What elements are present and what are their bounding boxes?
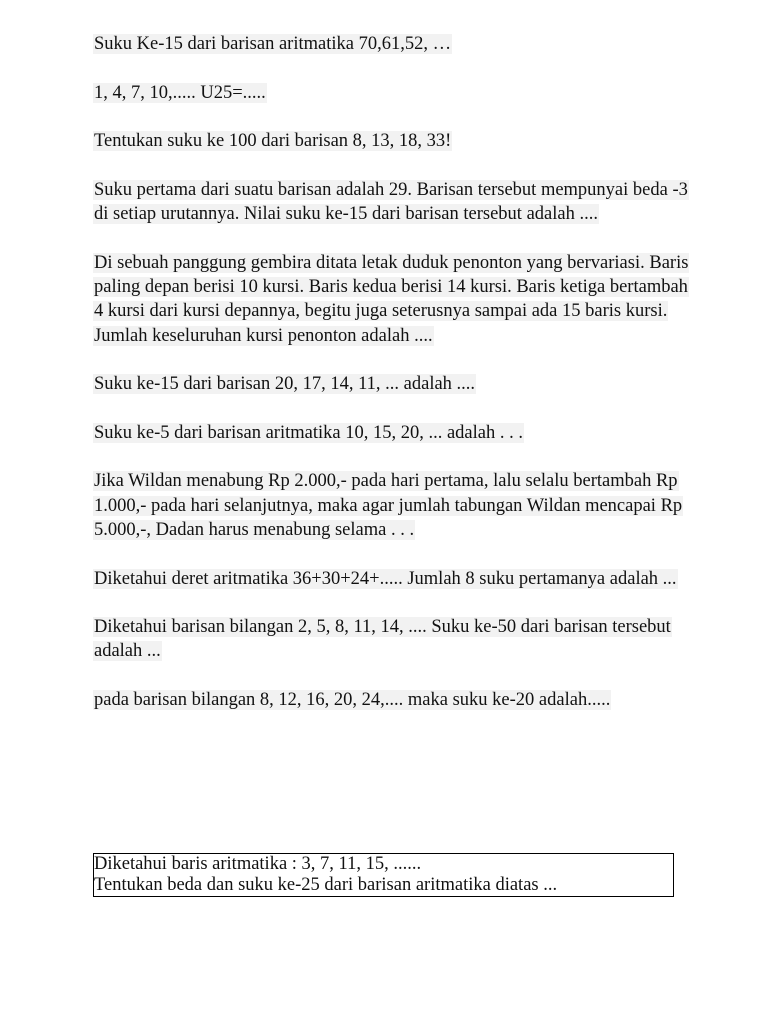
question-10-text: Diketahui barisan bilangan 2, 5, 8, 11, 14, .... Suku ke-50 dari barisan tersebut adalah ...	[94, 617, 671, 662]
question-1-text: Suku Ke-15 dari barisan aritmatika 70,61,52, …	[94, 34, 452, 54]
document-body	[93, 32, 693, 737]
question-6	[93, 372, 693, 396]
question-2	[93, 81, 693, 105]
question-8-text: Jika Wildan menabung Rp 2.000,- pada hari pertama, lalu selalu bertambah Rp 1.000,- pada hari selanjutnya, maka agar jumlah tabungan Wildan mencapai Rp 5.000,-, Dadan harus menabung selama . . .	[94, 471, 683, 540]
question-6-text: Suku ke-15 dari barisan 20, 17, 14, 11, ... adalah ....	[94, 374, 476, 395]
boxed-question-line-1: Diketahui baris aritmatika : 3, 7, 11, 15, ......	[94, 854, 422, 874]
question-9-text: Diketahui deret aritmatika 36+30+24+..... Jumlah 8 suku pertamanya adalah ...	[94, 568, 677, 589]
boxed-question-line-2: Tentukan beda dan suku ke-25 dari barisan aritmatika diatas ...	[94, 875, 558, 895]
boxed-question	[93, 853, 674, 897]
question-2-text: 1, 4, 7, 10,..... U25=.....	[94, 82, 266, 103]
question-11-text: pada barisan bilangan 8, 12, 16, 20, 24,.... maka suku ke-20 adalah.....	[94, 690, 611, 711]
question-7-text: Suku ke-5 dari barisan aritmatika 10, 15, 20, ... adalah . . .	[94, 422, 523, 443]
question-3-text: Tentukan suku ke 100 dari barisan 8, 13, 18, 33!	[94, 131, 452, 152]
question-7	[93, 421, 693, 445]
question-10	[93, 615, 693, 664]
question-5-text: Di sebuah panggung gembira ditata letak duduk penonton yang bervariasi. Baris paling depan berisi 10 kursi. Baris kedua berisi 14 kursi. Baris ketiga bertambah 4 kursi dari kursi depannya, begitu juga seterusnya sampai ada 15 baris kursi. Jumlah keseluruhan kursi penonton adalah ....	[94, 252, 689, 346]
question-1	[93, 32, 693, 56]
question-5	[93, 251, 693, 348]
question-3	[93, 129, 693, 153]
question-9	[93, 567, 693, 591]
question-4	[93, 178, 693, 227]
question-8	[93, 469, 693, 542]
question-11	[93, 688, 693, 712]
question-4-text: Suku pertama dari suatu barisan adalah 29. Barisan tersebut mempunyai beda -3 di setiap urutannya. Nilai suku ke-15 dari barisan tersebut adalah ....	[94, 179, 688, 225]
